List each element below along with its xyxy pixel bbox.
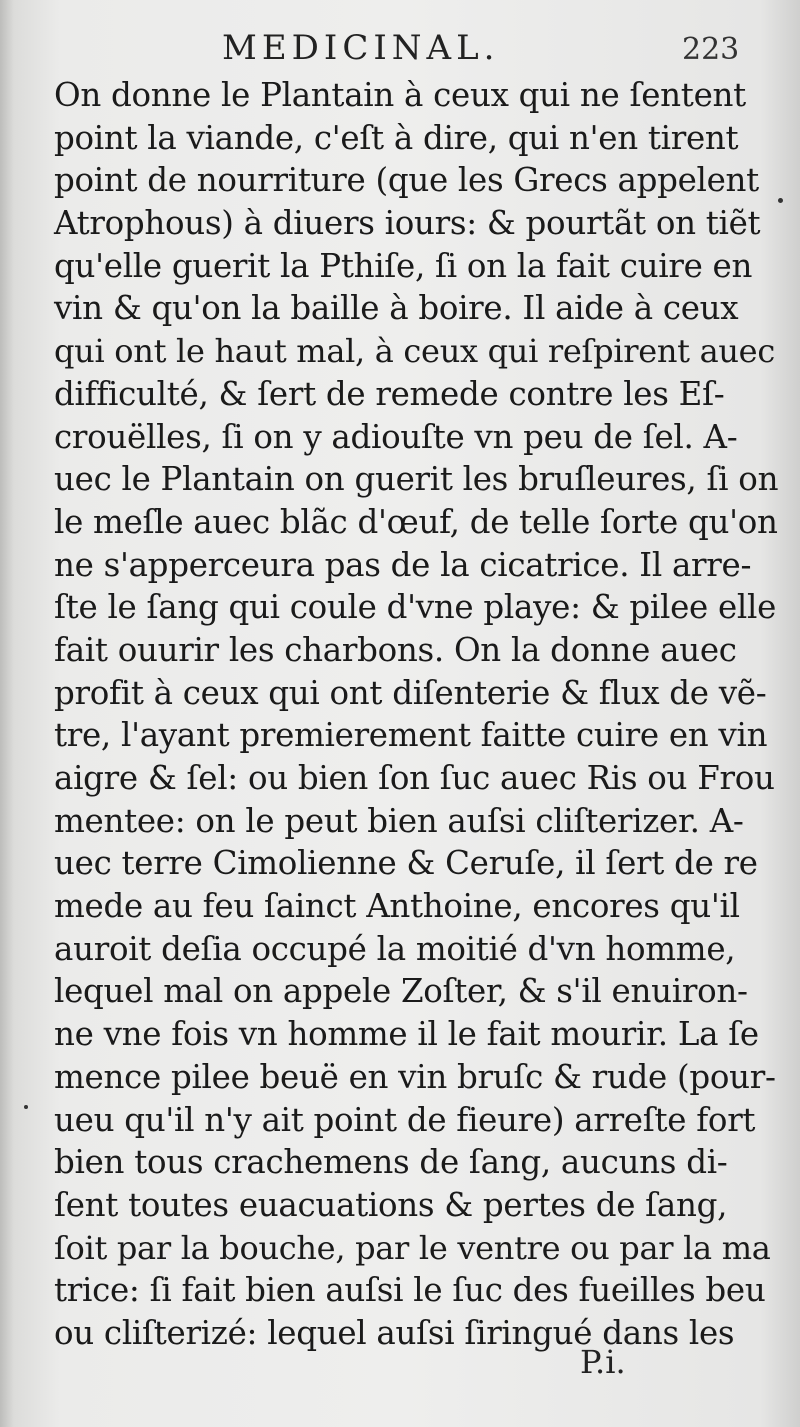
text-line: ou cliſterizé: lequel auſsi ſiringué dans les — [54, 1313, 735, 1352]
signature-mark: P.i. — [580, 1343, 626, 1381]
text-line: trice: ſi fait bien auſsi le ſuc des fueilles beu — [54, 1271, 766, 1310]
text-line: ſent toutes euacuations & pertes de ſang, — [54, 1185, 728, 1224]
text-line: aigre & ſel: ou bien ſon ſuc auec Ris ou Frou — [54, 759, 775, 797]
text-line: qui ont le haut mal, à ceux qui reſpirent auec — [54, 332, 775, 371]
text-line: ueu qu'il n'y ait point de fieure) arreſte fort — [54, 1100, 756, 1139]
text-line: uec le Plantain on guerit les bruſleures, ſi on — [54, 460, 779, 499]
text-line: ſoit par la bouche, par le ventre ou par la ma — [54, 1228, 771, 1267]
text-line: Atrophous) à diuers iours: & pourtãt on tiẽt — [54, 204, 761, 243]
text-line: point la viande, c'eſt à dire, qui n'en tirent — [54, 118, 739, 157]
ink-speck — [24, 1105, 28, 1109]
page-number: 223 — [682, 32, 740, 67]
text-line: auroit deſia occupé la moitié d'vn homme, — [54, 929, 736, 968]
text-line: crouëlles, ſi on y adiouſte vn peu de ſel. A- — [54, 417, 738, 456]
text-line: ne vne fois vn homme il le fait mourir. La ſe — [54, 1015, 759, 1054]
text-line: qu'elle guerit la Pthiſe, ſi on la fait cuire en — [54, 246, 753, 285]
text-line: tre, l'ayant premierement faitte cuire en vin — [54, 716, 768, 755]
text-line: mede au feu ſainct Anthoine, encores qu'il — [54, 887, 740, 926]
ink-speck — [778, 198, 783, 203]
text-line: difficulté, & ſert de remede contre les Eſ- — [54, 374, 725, 413]
page-header — [0, 28, 800, 68]
body-text — [54, 74, 779, 1355]
text-line: mence pilee beuë en vin bruſc & rude (pour- — [54, 1057, 776, 1096]
text-line: mentee: on le peut bien auſsi cliſterizer. A- — [54, 801, 744, 840]
text-line: ne s'apperceura pas de la cicatrice. Il arre- — [54, 545, 752, 584]
text-line: fait ouurir les charbons. On la donne auec — [54, 630, 737, 669]
text-line: bien tous crachemens de ſang, aucuns di- — [54, 1143, 728, 1182]
text-line: le meſle auec blãc d'œuf, de telle ſorte qu'on — [54, 502, 778, 541]
running-head: MEDICINAL. — [222, 28, 500, 68]
text-line: point de nourriture (que les Grecs appelent — [54, 161, 759, 200]
text-line: ſte le ſang qui coule d'vne playe: & pilee elle — [54, 588, 777, 627]
text-line: vin & qu'on la baille à boire. Il aide à ceux — [54, 289, 739, 328]
text-line: lequel mal on appele Zoſter, & s'il enuiron- — [54, 972, 748, 1011]
text-line: profit à ceux qui ont diſenterie & flux de vẽ- — [54, 673, 767, 712]
text-line: uec terre Cimolienne & Ceruſe, il ſert de re — [54, 844, 758, 883]
text-line: On donne le Plantain à ceux qui ne ſentent — [54, 76, 746, 114]
